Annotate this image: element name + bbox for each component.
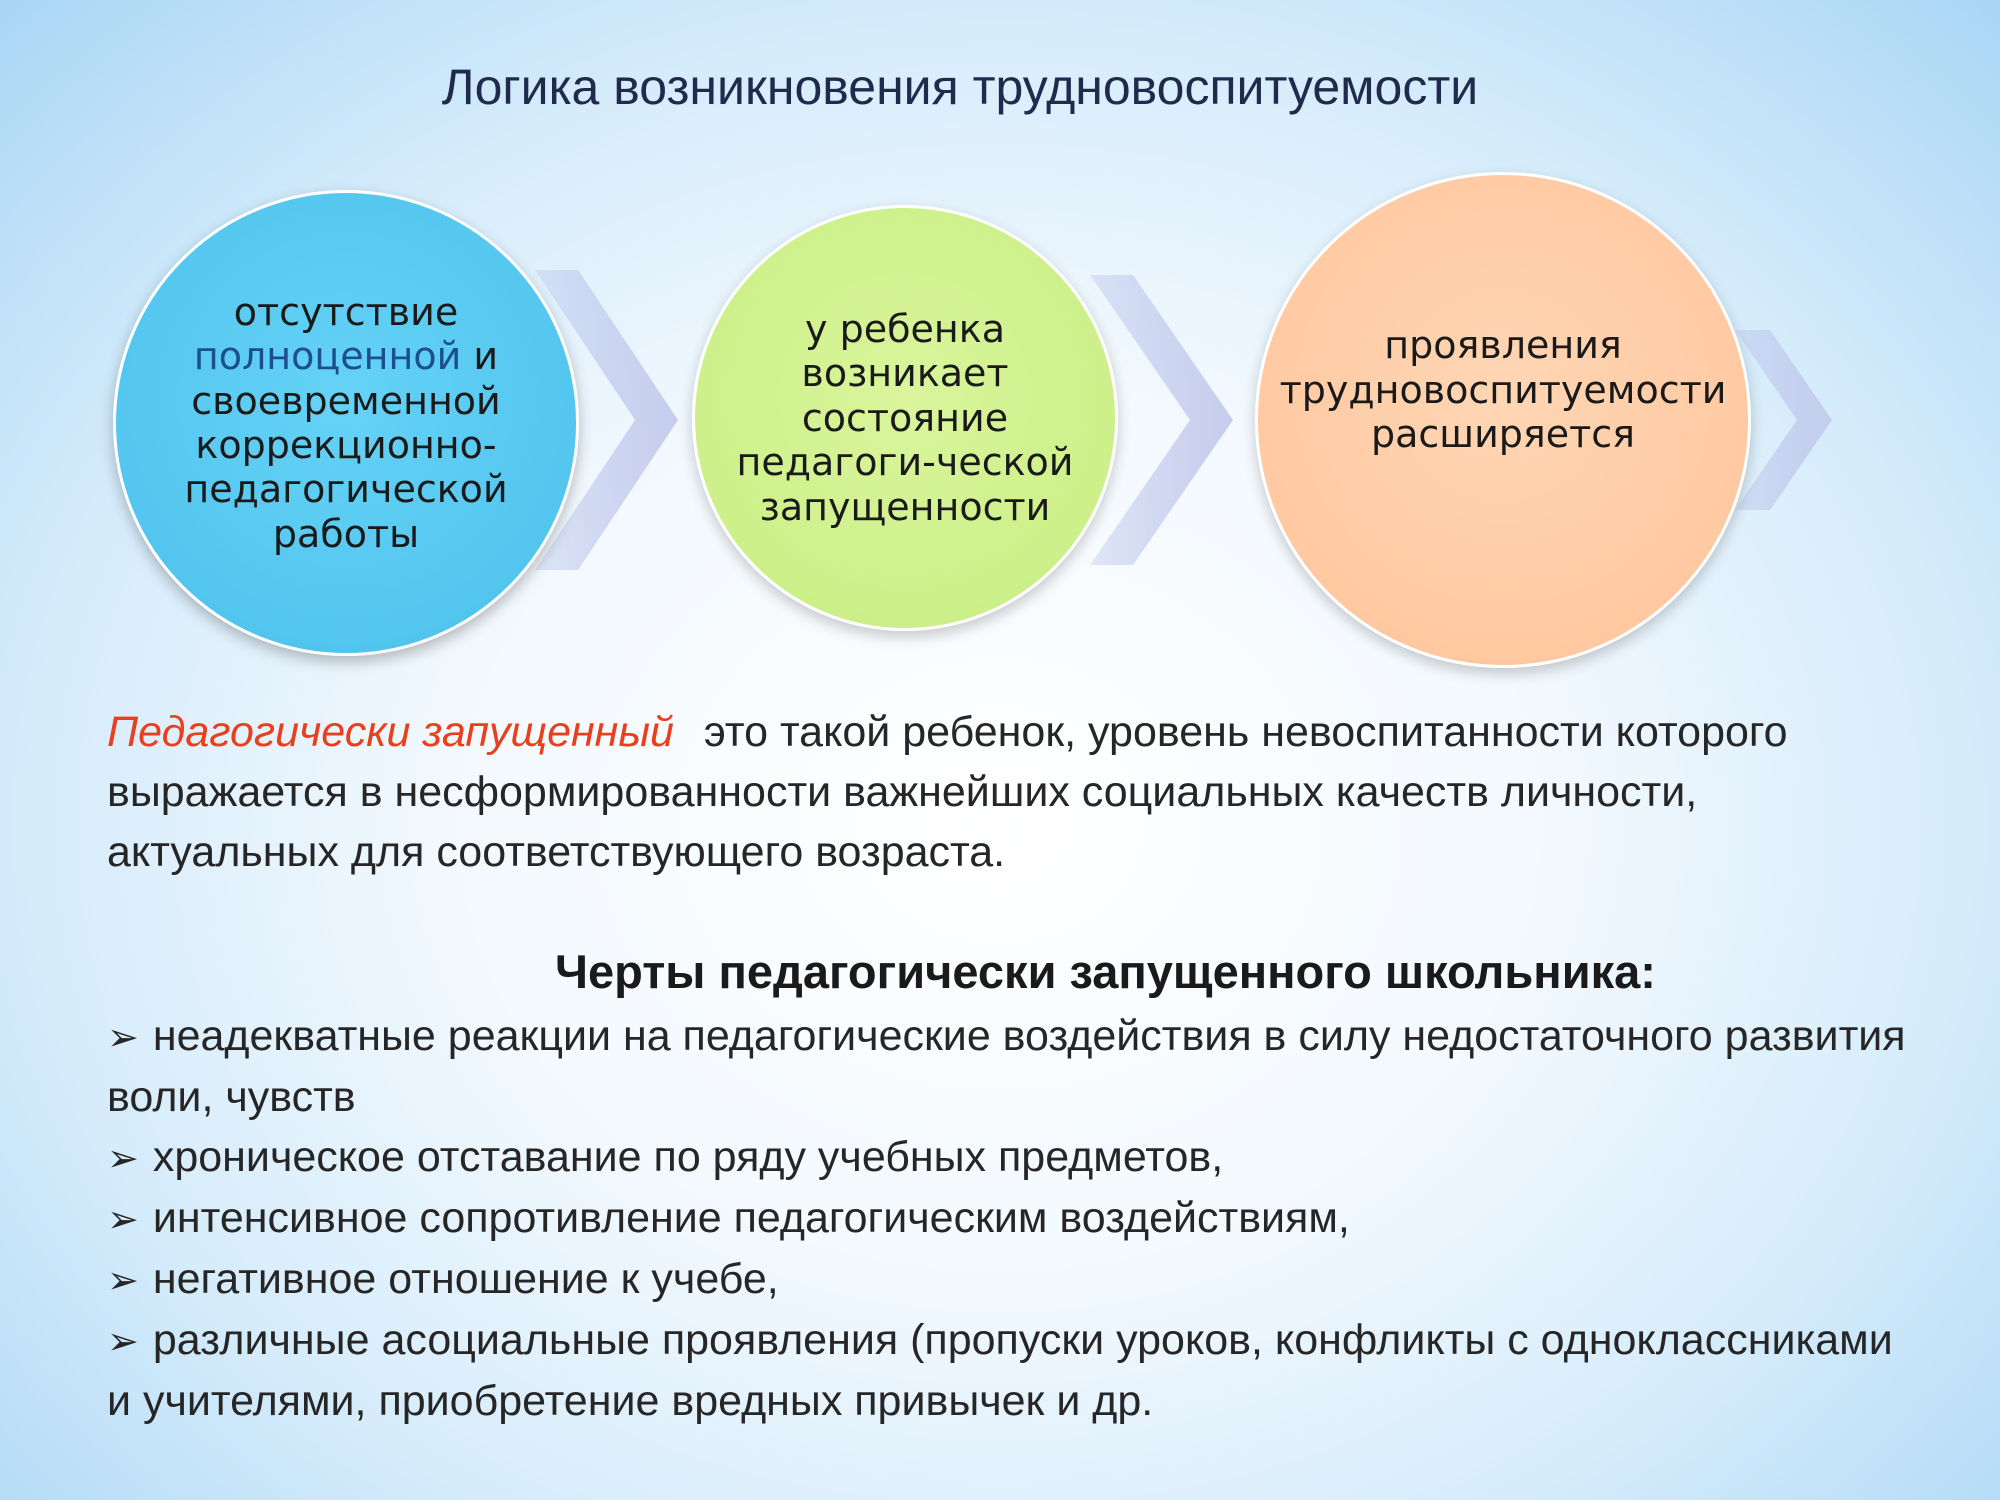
feature-item (107, 1310, 1907, 1431)
arrow-bullet-icon: ➢ (107, 1015, 139, 1059)
feature-text: хроническое отставание по ряду учебных предметов, (152, 1133, 1224, 1181)
step-2-text: у ребенка возникает состояние педагоги-ческой запущенности (736, 306, 1074, 529)
step-1-text (156, 290, 536, 557)
step-1-highlight: полноценной (193, 334, 462, 379)
step-1-part-4: й работы (272, 467, 508, 556)
feature-item (107, 1127, 1907, 1188)
feature-text: интенсивное сопротивление педагогическим воздействиям, (152, 1194, 1350, 1242)
definition-term: Педагогически запущенный (107, 708, 674, 756)
features-heading: Черты педагогически запущенного школьника: (555, 945, 1656, 998)
step-circle-2 (692, 205, 1118, 631)
flow-diagram (0, 0, 2000, 700)
definition-text: это такой ребенок, уровень невоспитанности которого выражается в несформированности важнейших социальных качеств личности, актуальных для соответствующего возраста. (107, 708, 1788, 876)
feature-item (107, 1188, 1907, 1249)
step-circle-1 (113, 190, 579, 656)
step-3-text: проявления трудновоспитуемости расширяется (1279, 323, 1727, 457)
step-circle-3 (1255, 172, 1751, 668)
arrow-bullet-icon: ➢ (107, 1136, 139, 1180)
feature-item (107, 1006, 1907, 1127)
step-1-part-3: и своевременной коррекционно-педагогическо (184, 334, 501, 512)
arrow-bullet-icon: ➢ (107, 1258, 139, 1302)
step-1-part-1: отсутствие (233, 289, 459, 334)
arrow-bullet-icon: ➢ (107, 1319, 139, 1363)
features-list (107, 1006, 1907, 1431)
feature-text: негативное отношение к учебе, (152, 1255, 779, 1303)
feature-item (107, 1249, 1907, 1310)
arrow-bullet-icon: ➢ (107, 1197, 139, 1241)
page-title: Логика возникновения трудновоспитуемости (441, 59, 1479, 115)
definition-paragraph (107, 702, 1887, 882)
feature-text: различные асоциальные проявления (пропуски уроков, конфликты с одноклассниками и учителями, приобретение вредных привычек и др. (107, 1316, 1893, 1425)
feature-text: неадекватные реакции на педагогические воздействия в силу недостаточного развития воли, чувств (107, 1012, 1906, 1121)
